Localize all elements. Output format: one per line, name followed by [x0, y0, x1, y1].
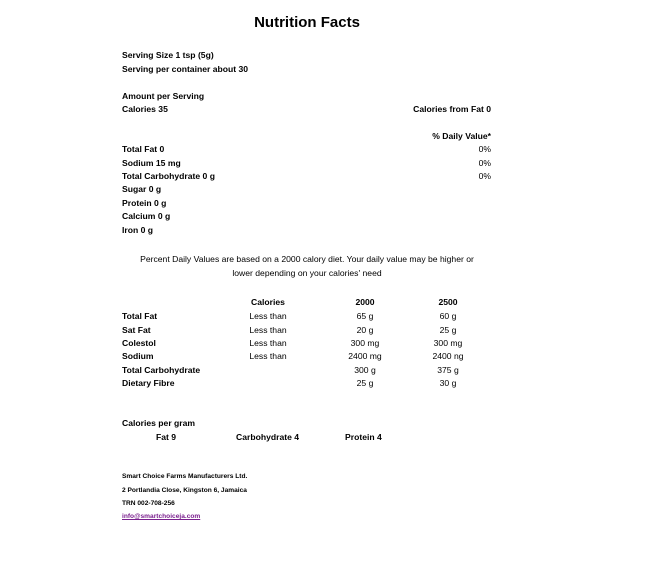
- serving-size: Serving Size 1 tsp (5g): [122, 50, 214, 60]
- nutrient-label: Sodium 15 mg: [122, 158, 181, 168]
- dv-row-qualifier: Less than: [249, 338, 287, 348]
- dv-row-value-2000: 2400 mg: [348, 351, 382, 361]
- dv-table-header-2500: 2500: [438, 297, 458, 307]
- servings-per-container: Serving per container about 30: [122, 64, 249, 74]
- dv-row-label: Sat Fat: [122, 325, 151, 335]
- manufacturer-name: Smart Choice Farms Manufacturers Ltd.: [122, 473, 248, 480]
- dv-row-value-2500: 30 g: [439, 378, 457, 388]
- manufacturer-address: 2 Portlandia Close, Kingston 6, Jamaica: [122, 487, 247, 494]
- dv-row-value-2000: 20 g: [356, 325, 374, 335]
- nutrient-label: Total Carbohydrate 0 g: [122, 171, 215, 181]
- dv-row-value-2500: 375 g: [437, 365, 459, 375]
- nutrient-label: Calcium 0 g: [122, 211, 171, 221]
- dv-row-label: Total Fat: [122, 311, 158, 321]
- nutrient-label: Sugar 0 g: [122, 184, 162, 194]
- page-title: Nutrition Facts: [254, 14, 360, 31]
- dv-row-label: Sodium: [122, 351, 154, 361]
- nutrient-label: Iron 0 g: [122, 225, 154, 235]
- dv-row-value-2500: 2400 ng: [432, 351, 464, 361]
- dv-row-value-2500: 60 g: [439, 311, 457, 321]
- nutrient-daily-value: 0%: [478, 171, 491, 181]
- dv-table-header-calories: Calories: [251, 297, 285, 307]
- calories-value: Calories 35: [122, 104, 168, 114]
- dv-table-header-2000: 2000: [355, 297, 375, 307]
- nutrient-label: Total Fat 0: [122, 144, 165, 154]
- dv-row-value-2000: 300 mg: [350, 338, 380, 348]
- daily-value-footnote: [0, 252, 614, 280]
- dv-row-value-2500: 25 g: [439, 325, 457, 335]
- dv-row-value-2000: 300 g: [354, 365, 376, 375]
- dv-row-label: Dietary Fibre: [122, 378, 175, 388]
- dv-row-qualifier: Less than: [249, 311, 287, 321]
- manufacturer-email-link[interactable]: info@smartchoiceja.com: [122, 513, 201, 520]
- dv-row-value-2000: 25 g: [356, 378, 374, 388]
- calories-per-gram-fat: Fat 9: [156, 432, 177, 442]
- calories-per-gram-protein: Protein 4: [345, 432, 382, 442]
- footnote-line: Percent Daily Values are based on a 2000 calory diet. Your daily value may be higher or: [140, 254, 474, 264]
- daily-value-header: % Daily Value*: [432, 131, 491, 141]
- calories-per-gram-header: Calories per gram: [122, 418, 196, 428]
- nutrient-daily-value: 0%: [478, 144, 491, 154]
- nutrient-label: Protein 0 g: [122, 198, 167, 208]
- dv-row-label: Colestol: [122, 338, 156, 348]
- dv-row-value-2000: 65 g: [356, 311, 374, 321]
- dv-row-qualifier: Less than: [249, 351, 287, 361]
- nutrient-daily-value: 0%: [478, 158, 491, 168]
- calories-per-gram-carbohydrate: Carbohydrate 4: [236, 432, 300, 442]
- dv-row-label: Total Carbohydrate: [122, 365, 201, 375]
- footnote-line: lower depending on your calories' need: [232, 268, 382, 278]
- dv-row-value-2500: 300 mg: [433, 338, 463, 348]
- dv-row-qualifier: Less than: [249, 325, 287, 335]
- calories-from-fat: Calories from Fat 0: [413, 104, 491, 114]
- manufacturer-trn: TRN 002-708-256: [122, 500, 175, 507]
- amount-per-serving-header: Amount per Serving: [122, 91, 205, 101]
